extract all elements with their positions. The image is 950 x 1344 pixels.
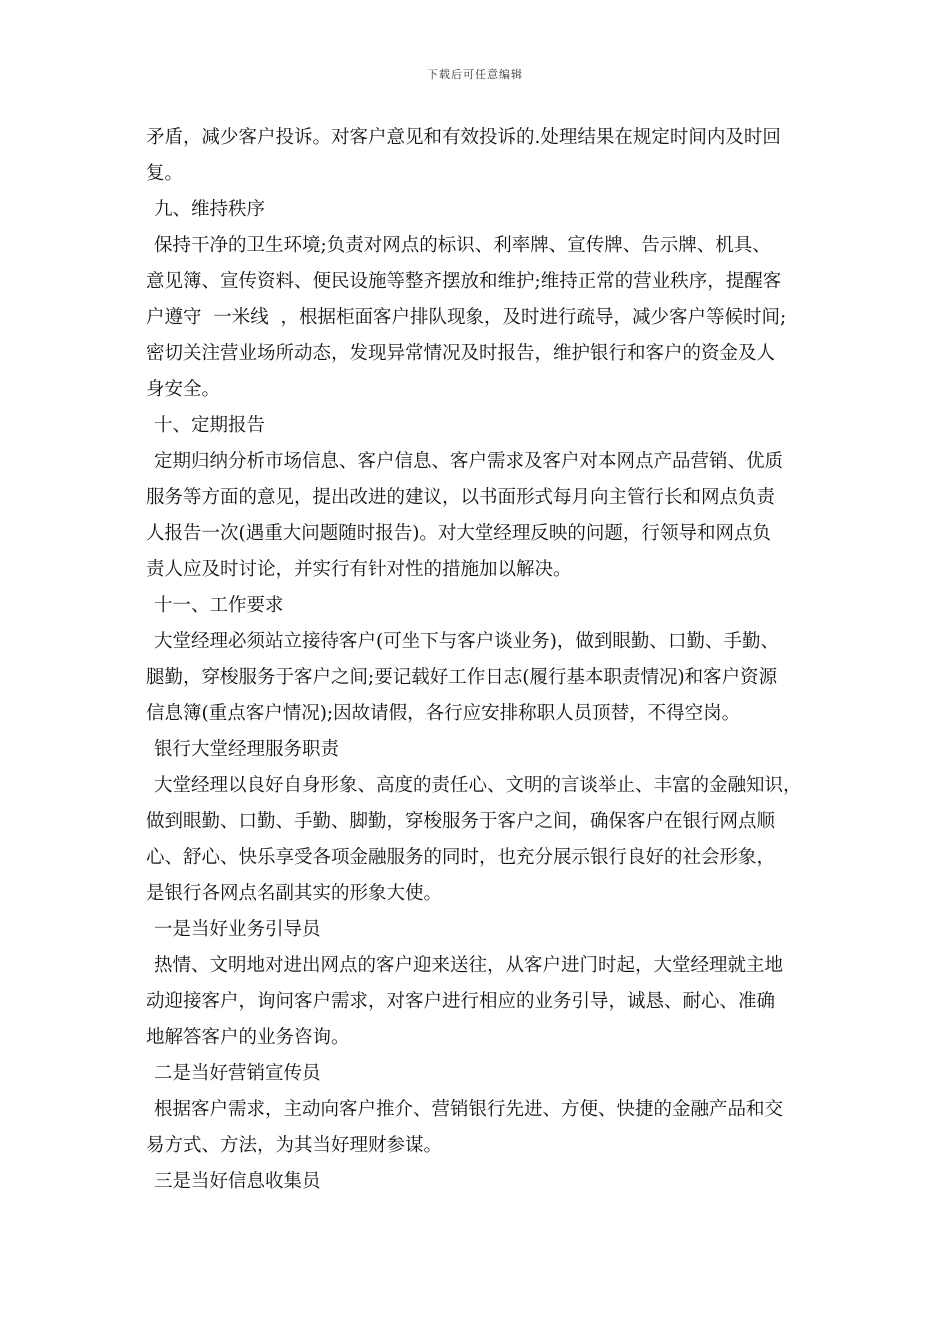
text-line: 矛盾，减少客户投诉。对客户意见和有效投诉的.处理结果在规定时间内及时回: [146, 127, 781, 148]
text-line: 根据客户需求，主动向客户推介、营销银行先进、方便、快捷的金融产品和交: [154, 1099, 784, 1120]
text-line: 地解答客户的业务咨询。: [146, 1027, 350, 1048]
text-line: 大堂经理以良好自身形象、高度的责任心、文明的言谈举止、丰富的金融知识，: [154, 775, 802, 796]
text-line: 九、维持秩序: [154, 199, 266, 220]
document-body: [146, 120, 826, 1200]
page-header: 下载后可任意编辑: [427, 68, 523, 81]
text-line: 动迎接客户，询问客户需求，对客户进行相应的业务引导，诚恳、耐心、准确: [146, 991, 776, 1012]
text-line: 责人应及时讨论，并实行有针对性的措施加以解决。: [146, 559, 572, 580]
text-line: 十、定期报告: [154, 415, 266, 436]
text-line: 十一、工作要求: [154, 595, 284, 616]
text-line: 热情、文明地对进出网点的客户迎来送往，从客户进门时起，大堂经理就主地: [154, 955, 784, 976]
text-line: 身安全。: [146, 379, 221, 400]
text-line: 服务等方面的意见，提出改进的建议，以书面形式每月向主管行长和网点负责: [146, 487, 776, 508]
text-line: 易方式、方法，为其当好理财参谋。: [146, 1135, 443, 1156]
text-line: 人报告一次(遇重大问题随时报告)。对大堂经理反映的问题，行领导和网点负: [146, 523, 771, 544]
text-line: 心、舒心、快乐享受各项金融服务的同时，也充分展示银行良好的社会形象，: [146, 847, 776, 868]
text-line: 复。: [146, 163, 184, 184]
text-line: 二是当好营销宣传员: [154, 1063, 321, 1084]
text-line: 做到眼勤、口勤、手勤、脚勤，穿梭服务于客户之间，确保客户在银行网点顺: [146, 811, 776, 832]
text-line: 大堂经理必须站立接待客户(可坐下与客户谈业务)，做到眼勤、口勤、手勤、: [154, 631, 779, 652]
text-line: 三是当好信息收集员: [154, 1171, 321, 1192]
text-line: 户遵守 一米线 ，根据柜面客户排队现象，及时进行疏导，减少客户等候时间;: [146, 307, 787, 328]
text-line: 腿勤，穿梭服务于客户之间;要记载好工作日志(履行基本职责情况)和客户资源: [146, 667, 778, 688]
text-line: 银行大堂经理服务职责: [154, 739, 340, 760]
text-line: 密切关注营业场所动态，发现异常情况及时报告，维护银行和客户的资金及人: [146, 343, 776, 364]
text-line: 定期归纳分析市场信息、客户信息、客户需求及客户对本网点产品营销、优质: [154, 451, 784, 472]
text-line: 一是当好业务引导员: [154, 919, 321, 940]
text-line: 信息簿(重点客户情况);因故请假，各行应安排称职人员顶替，不得空岗。: [146, 703, 741, 724]
text-line: 保持干净的卫生环境;负责对网点的标识、利率牌、宣传牌、告示牌、机具、: [154, 235, 771, 256]
text-line: 是银行各网点名副其实的形象大使。: [146, 883, 443, 904]
text-line: 意见簿、宣传资料、便民设施等整齐摆放和维护;维持正常的营业秩序，提醒客: [146, 271, 782, 292]
